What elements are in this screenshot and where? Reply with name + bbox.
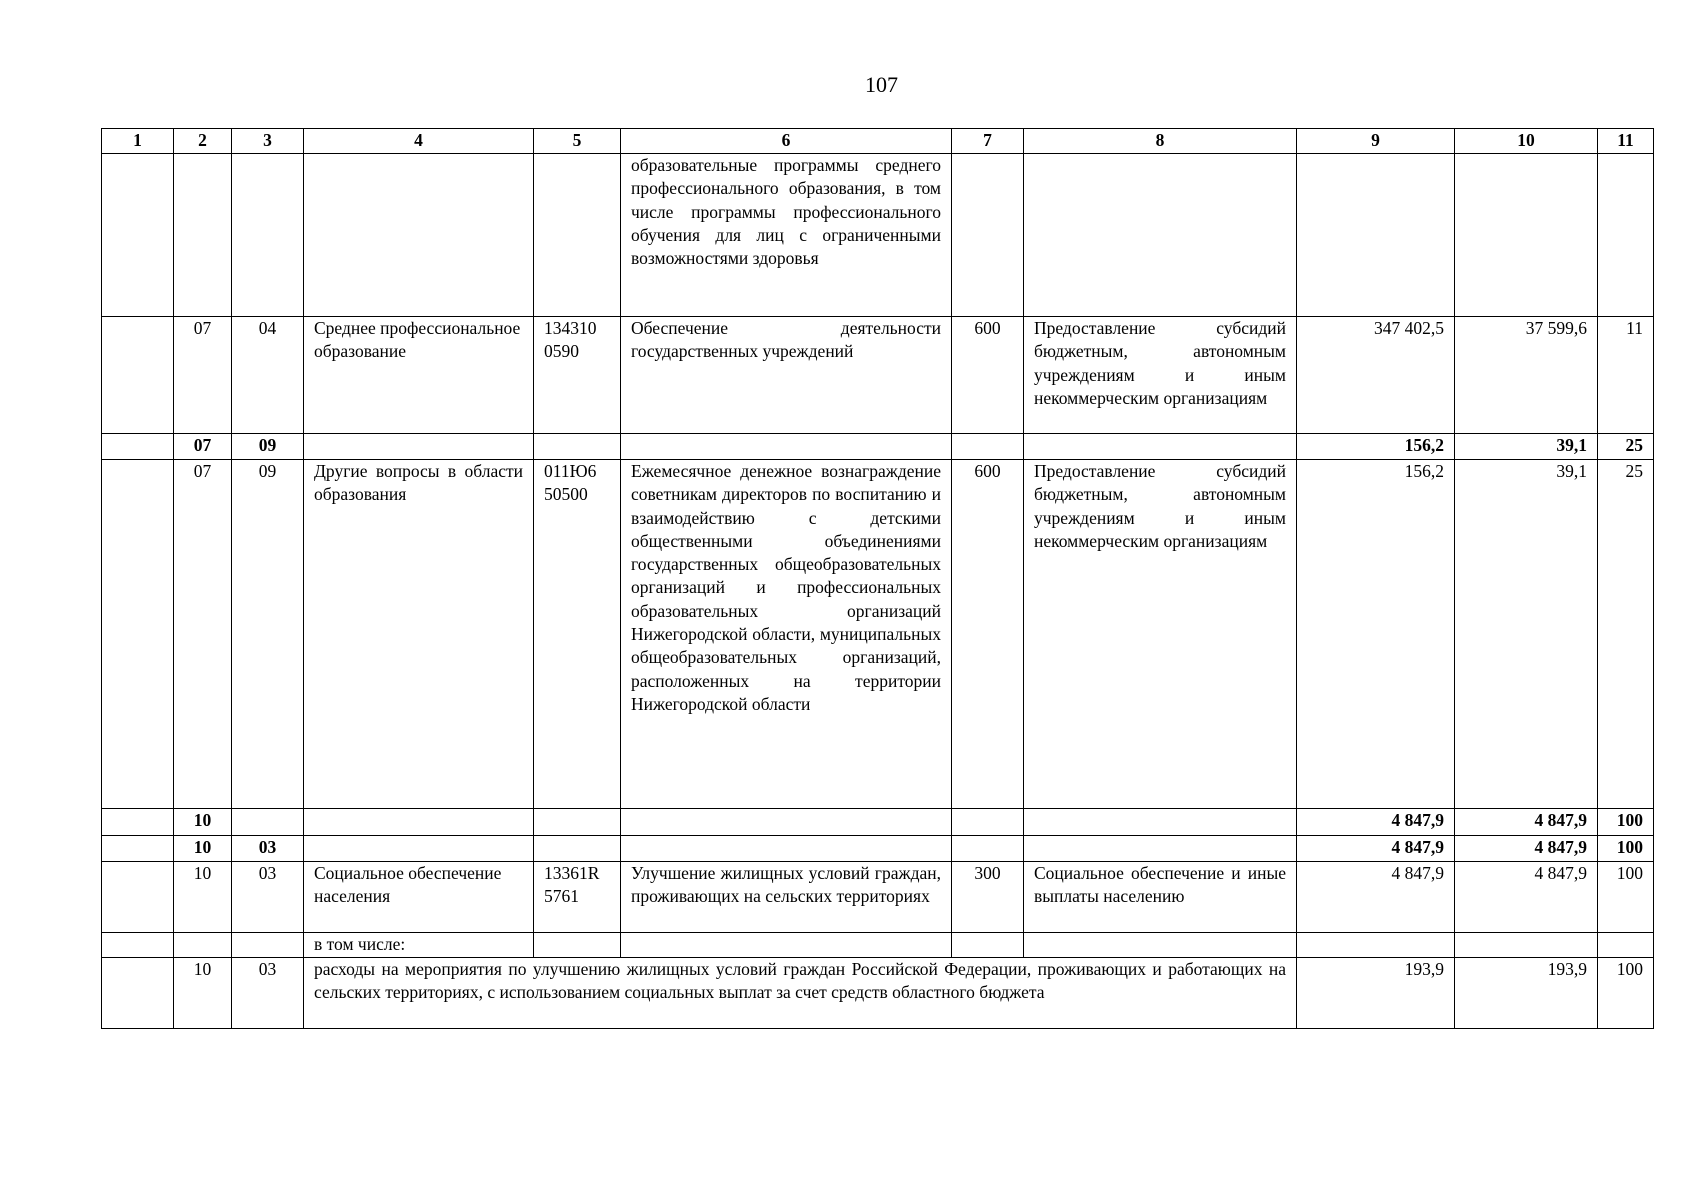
cell-merged-description: расходы на мероприятия по улучшению жилищных условий граждан Российской Федерации, проживающих и работающих на сельских территориях, с использованием социальных выплат за счет средств областного бюджета	[304, 958, 1297, 1029]
cell-plan: 4 847,9	[1297, 862, 1455, 933]
cell-name: Другие вопросы в области образования	[304, 460, 534, 809]
table-row	[102, 317, 1654, 434]
cell-name: в том числе:	[304, 933, 534, 958]
cell-purpose: Ежемесячное денежное вознаграждение советникам директоров по воспитанию и взаимодействию с детскими общественными объединениями государственных общеобразовательных организаций и профессиональных образовательных организаций Нижегородской области, муниципальных общеобразовательных организаций, расположенных на территории Нижегородской области	[621, 460, 952, 809]
cell-subsection: 09	[232, 434, 304, 460]
cell-empty	[304, 809, 534, 836]
cell-percent: 11	[1598, 317, 1654, 434]
cell-actual: 4 847,9	[1455, 809, 1598, 836]
cell-plan: 4 847,9	[1297, 836, 1455, 862]
col-header-8: 8	[1024, 129, 1297, 154]
cell-section: 10	[174, 836, 232, 862]
cell-empty	[952, 809, 1024, 836]
cell-expense-name: Предоставление субсидий бюджетным, автономным учреждениям и иным некоммерческим организациям	[1024, 460, 1297, 809]
cell-empty	[621, 809, 952, 836]
col-header-4: 4	[304, 129, 534, 154]
cell-empty	[1598, 933, 1654, 958]
cell-empty	[102, 933, 174, 958]
cell-empty	[102, 317, 174, 434]
cell-actual: 37 599,6	[1455, 317, 1598, 434]
cell-empty	[952, 836, 1024, 862]
cell-empty	[102, 154, 174, 317]
subtotal-row	[102, 836, 1654, 862]
col-header-10: 10	[1455, 129, 1598, 154]
cell-empty	[304, 434, 534, 460]
table-row	[102, 862, 1654, 933]
cell-expense-type: 300	[952, 862, 1024, 933]
cell-expense-type: 600	[952, 460, 1024, 809]
cell-empty	[1024, 933, 1297, 958]
cell-empty	[621, 836, 952, 862]
cell-empty	[621, 933, 952, 958]
subtotal-row	[102, 434, 1654, 460]
cell-name: Среднее профессиональное образование	[304, 317, 534, 434]
table-row	[102, 460, 1654, 809]
cell-plan: 347 402,5	[1297, 317, 1455, 434]
cell-actual: 193,9	[1455, 958, 1598, 1029]
cell-plan: 193,9	[1297, 958, 1455, 1029]
cell-code: 134310 0590	[534, 317, 621, 434]
cell-empty	[952, 933, 1024, 958]
cell-empty	[621, 434, 952, 460]
cell-percent: 100	[1598, 958, 1654, 1029]
cell-empty	[102, 958, 174, 1029]
col-header-5: 5	[534, 129, 621, 154]
cell-plan: 4 847,9	[1297, 809, 1455, 836]
cell-section: 07	[174, 460, 232, 809]
cell-actual: 4 847,9	[1455, 862, 1598, 933]
cell-empty	[952, 154, 1024, 317]
cell-name: Социальное обеспечение населения	[304, 862, 534, 933]
cell-empty	[102, 836, 174, 862]
cell-expense-type: 600	[952, 317, 1024, 434]
subtotal-row	[102, 809, 1654, 836]
cell-empty	[102, 434, 174, 460]
cell-actual: 39,1	[1455, 434, 1598, 460]
cell-empty	[534, 154, 621, 317]
cell-section: 10	[174, 809, 232, 836]
cell-empty	[1598, 154, 1654, 317]
cell-expense-name: Предоставление субсидий бюджетным, автономным учреждениям и иным некоммерческим организациям	[1024, 317, 1297, 434]
budget-table	[101, 128, 1654, 1029]
cell-empty	[304, 154, 534, 317]
col-header-9: 9	[1297, 129, 1455, 154]
cell-percent: 25	[1598, 460, 1654, 809]
table-row	[102, 154, 1654, 317]
cell-empty	[534, 933, 621, 958]
cell-empty	[534, 809, 621, 836]
col-header-3: 3	[232, 129, 304, 154]
col-header-6: 6	[621, 129, 952, 154]
cell-empty	[1024, 434, 1297, 460]
table-row	[102, 933, 1654, 958]
cell-subsection: 03	[232, 958, 304, 1029]
cell-actual: 4 847,9	[1455, 836, 1598, 862]
cell-empty	[1024, 809, 1297, 836]
cell-empty	[1024, 836, 1297, 862]
col-header-7: 7	[952, 129, 1024, 154]
cell-empty	[534, 434, 621, 460]
cell-actual: 39,1	[1455, 460, 1598, 809]
cell-empty	[232, 933, 304, 958]
cell-empty	[174, 154, 232, 317]
cell-empty	[1024, 154, 1297, 317]
cell-empty	[232, 809, 304, 836]
cell-percent: 25	[1598, 434, 1654, 460]
col-header-1: 1	[102, 129, 174, 154]
cell-subsection: 09	[232, 460, 304, 809]
cell-subsection: 04	[232, 317, 304, 434]
cell-empty	[952, 434, 1024, 460]
col-header-11: 11	[1598, 129, 1654, 154]
cell-percent: 100	[1598, 862, 1654, 933]
cell-expense-name: Социальное обеспечение и иные выплаты населению	[1024, 862, 1297, 933]
cell-section: 07	[174, 434, 232, 460]
cell-subsection: 03	[232, 862, 304, 933]
cell-plan: 156,2	[1297, 434, 1455, 460]
cell-percent: 100	[1598, 809, 1654, 836]
cell-purpose: Улучшение жилищных условий граждан, проживающих на сельских территориях	[621, 862, 952, 933]
cell-code: 011Ю6 50500	[534, 460, 621, 809]
cell-empty	[102, 460, 174, 809]
cell-empty	[1455, 933, 1598, 958]
cell-section: 10	[174, 862, 232, 933]
cell-empty	[534, 836, 621, 862]
cell-plan: 156,2	[1297, 460, 1455, 809]
cell-code: 13361R 5761	[534, 862, 621, 933]
cell-section: 10	[174, 958, 232, 1029]
header-row	[102, 129, 1654, 154]
cell-purpose: образовательные программы среднего профессионального образования, в том числе программы профессионального обучения для лиц с ограниченными возможностями здоровья	[621, 154, 952, 317]
cell-empty	[102, 862, 174, 933]
cell-section: 07	[174, 317, 232, 434]
cell-empty	[304, 836, 534, 862]
cell-empty	[1297, 933, 1455, 958]
cell-empty	[102, 809, 174, 836]
table-row	[102, 958, 1654, 1029]
cell-empty	[232, 154, 304, 317]
cell-percent: 100	[1598, 836, 1654, 862]
cell-purpose: Обеспечение деятельности государственных учреждений	[621, 317, 952, 434]
col-header-2: 2	[174, 129, 232, 154]
cell-subsection: 03	[232, 836, 304, 862]
cell-empty	[174, 933, 232, 958]
cell-empty	[1455, 154, 1598, 317]
page-number: 107	[865, 72, 898, 97]
cell-empty	[1297, 154, 1455, 317]
